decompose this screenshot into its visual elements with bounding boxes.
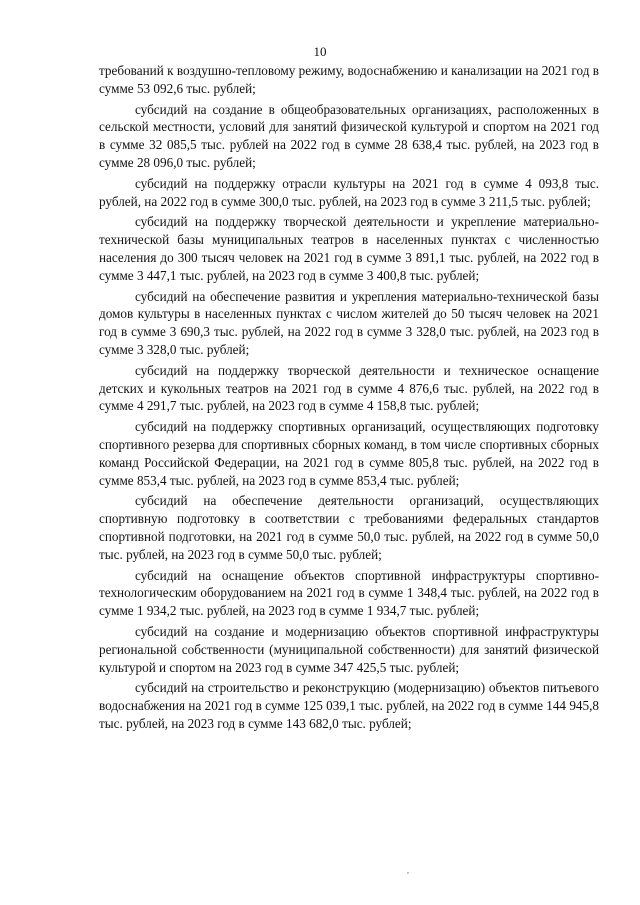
scan-mark: , [407,866,409,875]
paragraph-culture-support: субсидий на поддержку отрасли культуры на 2021 год в сумме 4 093,8 тыс. рублей, на 2022 год в сумме 300,0 тыс. рублей, на 2023 год в сумме 3 211,5 тыс. рублей; [99,175,599,209]
paragraph-municipal-theatres: субсидий на поддержку творческой деятельности и укрепление материально-технической базы муниципальных театров в населенных пунктах с численностью населения до 300 тысяч человек на 2021 год в сумме 3 891,1 тыс. рублей, на 2022 год в сумме 3 447,1 тыс. рублей, на 2023 год в сумме 3 400,8 тыс. рублей; [99,214,599,283]
paragraph-sports-infrastructure: субсидий на создание и модернизацию объектов спортивной инфраструктуры региональной собственности (муниципальной собственности) для занятий физической культурой и спортом на 2023 год в сумме 347 425,5 тыс. рублей; [99,623,599,675]
page-number: 10 [313,44,327,59]
paragraph-drinking-water: субсидий на строительство и реконструкцию (модернизацию) объектов питьевого водоснабжения на 2021 год в сумме 125 039,1 тыс. рублей, на 2022 год в сумме 144 945,8 тыс. рублей, на 2023 год в сумме 143 682,0 тыс. рублей; [99,680,599,731]
body-text [99,62,599,736]
paragraph-children-puppet-theatres: субсидий на поддержку творческой деятельности и техническое оснащение детских и кукольных театров на 2021 год в сумме 4 876,6 тыс. рублей, на 2022 год в сумме 4 291,7 тыс. рублей, на 2023 год в сумме 4 158,8 тыс. рублей; [99,362,599,414]
paragraph-houses-of-culture: субсидий на обеспечение развития и укрепления материально-технической базы домов культуры в населенных пунктах с числом жителей до 50 тысяч человек на 2021 год в сумме 3 690,3 тыс. рублей, на 2022 год в сумме 3 328,0 тыс. рублей, на 2023 год в сумме 3 328,0 тыс. рублей; [99,288,599,357]
paragraph-sports-equipment: субсидий на оснащение объектов спортивной инфраструктуры спортивно-технологическим оборудованием на 2021 год в сумме 1 348,4 тыс. рублей, на 2022 год в сумме 1 934,2 тыс. рублей, на 2023 год в сумме 1 934,7 тыс. рублей; [99,567,599,619]
paragraph-sports-training: субсидий на обеспечение деятельности организаций, осуществляющих спортивную подготовку в соответствии с требованиями федеральных стандартов спортивной подготовки, на 2021 год в сумме 50,0 тыс. рублей, на 2022 год в сумме 50,0 тыс. рублей, на 2023 год в сумме 50,0 тыс. рублей; [99,493,599,562]
paragraph-rural-schools-sport: субсидий на создание в общеобразовательных организациях, расположенных в сельской местности, условий для занятий физической культурой и спортом на 2021 год в сумме 32 085,5 тыс. рублей на 2022 год в сумме 28 638,4 тыс. рублей, на 2023 год в сумме 28 096,0 тыс. рублей; [99,101,599,170]
paragraph-continuation: требований к воздушно-тепловому режиму, водоснабжению и канализации на 2021 год в сумме 53 092,6 тыс. рублей; [99,63,599,96]
paragraph-sports-reserve: субсидий на поддержку спортивных организаций, осуществляющих подготовку спортивного резерва для спортивных сборных команд, в том числе спортивных сборных команд Российской Федерации, на 2021 год в сумме 805,8 тыс. рублей, на 2022 год в сумме 853,4 тыс. рублей, на 2023 год в сумме 853,4 тыс. рублей; [99,419,599,488]
